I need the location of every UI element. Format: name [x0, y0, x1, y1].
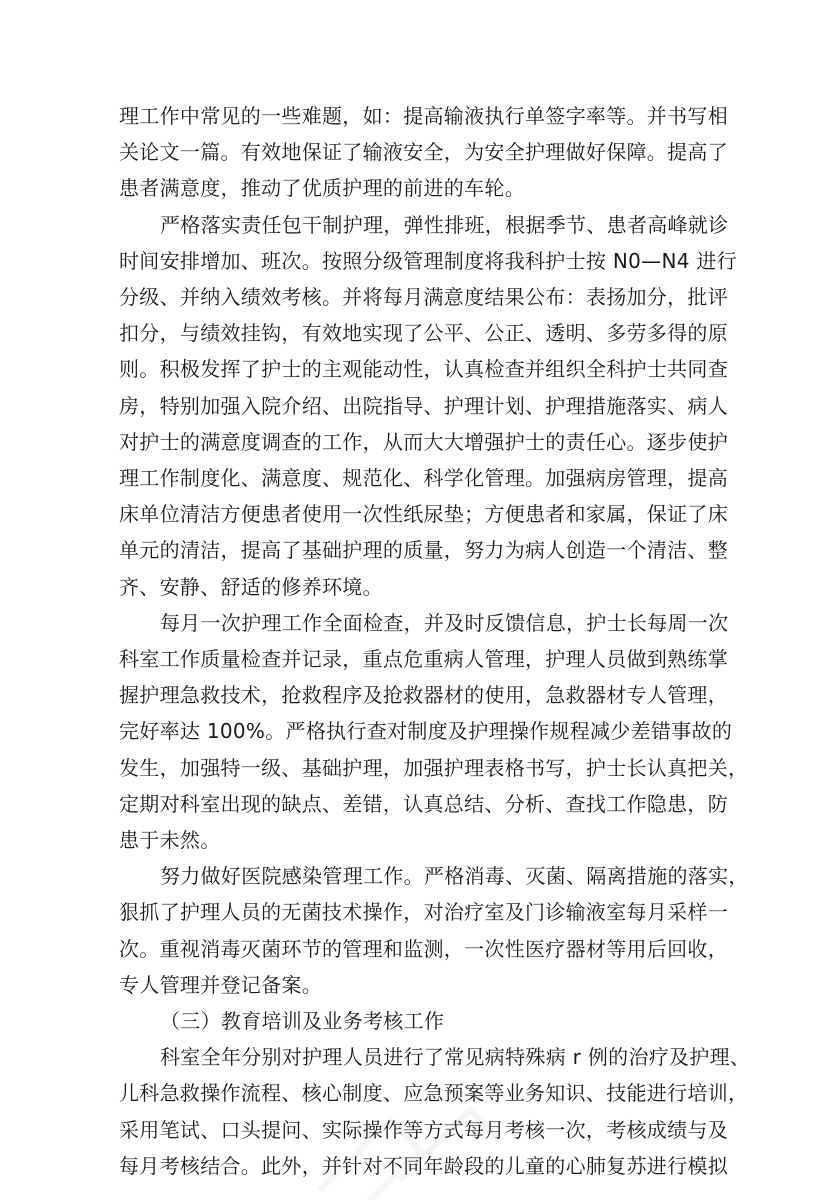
paragraph-line: 分级、并纳入绩效考核。并将每月满意度结果公布：表扬加分，批评	[119, 285, 728, 309]
paragraph-line: 患于未然。	[119, 828, 221, 852]
paragraph-line: 齐、安静、舒适的修养环境。	[119, 574, 383, 599]
paragraph-line: 儿科急救操作流程、核心制度、应急预案等业务知识、技能进行培训，	[119, 1081, 749, 1106]
paragraph-line: 握护理急救技术，抢救程序及抢救器材的使用，急救器材专人管理，	[119, 683, 728, 708]
paragraph-line: 狠抓了护理人员的无菌技术操作，对治疗室及门诊输液室每月采样一	[119, 900, 728, 925]
paragraph-line: 床单位清洁方便患者使用一次性纸尿垫；方便患者和家属，保证了床	[119, 502, 728, 527]
paragraph-line: 关论文一篇。有效地保证了输液安全，为安全护理做好保障。提高了	[119, 140, 728, 165]
paragraph-line: 次。重视消毒灭菌环节的管理和监测，一次性医疗器材等用后回收，	[119, 936, 728, 961]
paragraph-line: 每月一次护理工作全面检查，并及时反馈信息，护士长每周一次	[160, 610, 729, 635]
paragraph-line: 努力做好医院感染管理工作。严格消毒、灭菌、隔离措施的落实，	[160, 864, 749, 889]
paragraph-line: 理工作中常见的一些难题，如：提高输液执行单签字率等。并书写相	[119, 104, 728, 128]
paragraph-line: 理工作制度化、满意度、规范化、科学化管理。加强病房管理，提高	[119, 466, 728, 490]
paragraph-line: 科室全年分别对护理人员进行了常见病特殊病 r 例的治疗及护理、	[160, 1045, 751, 1070]
paragraph-line: 时间安排增加、班次。按照分级管理制度将我科护士按 N0—N4 进行	[119, 248, 737, 273]
paragraph-line: 患者满意度，推动了优质护理的前进的车轮。	[119, 176, 525, 201]
paragraph-line: 发生，加强特一级、基础护理，加强护理表格书写，护士长认真把关，	[119, 755, 749, 780]
paragraph-line: 每月考核结合。此外，并针对不同年龄段的儿童的心肺复苏进行模拟	[119, 1153, 728, 1178]
section-heading: （三）教育培训及业务考核工作	[160, 1009, 445, 1033]
paragraph-line: 科室工作质量检查并记录，重点危重病人管理，护理人员做到熟练掌	[119, 647, 728, 671]
paragraph-line: 完好率达 100%。严格执行查对制度及护理操作规程减少差错事故的	[119, 719, 733, 744]
paragraph-line: 则。积极发挥了护士的主观能动性，认真检查并组织全科护士共同查	[119, 357, 728, 382]
paragraph-line: 采用笔试、口头提问、实际操作等方式每月考核一次，考核成绩与及	[119, 1117, 728, 1142]
paragraph-line: 定期对科室出现的缺点、差错，认真总结、分析、查找工作隐患，防	[119, 791, 728, 816]
paragraph-line: 严格落实责任包干制护理，弹性排班，根据季节、患者高峰就诊	[160, 212, 729, 237]
paragraph-line: 单元的清洁，提高了基础护理的质量，努力为病人创造一个清洁、整	[119, 538, 728, 563]
paragraph-line: 房，特别加强入院介绍、出院指导、护理计划、护理措施落实、病人	[119, 393, 728, 418]
paragraph-line: 对护士的满意度调查的工作，从而大大增强护士的责任心。逐步使护	[119, 429, 728, 454]
paragraph-line: 扣分，与绩效挂钩，有效地实现了公平、公正、透明、多劳多得的原	[119, 321, 728, 346]
paragraph-line: 专人管理并登记备案。	[119, 972, 322, 997]
